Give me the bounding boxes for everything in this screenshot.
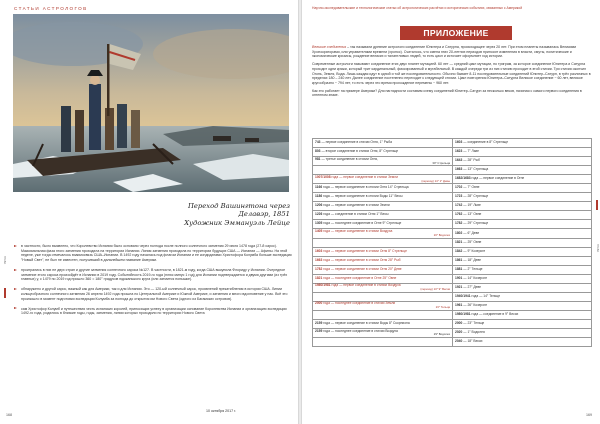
table-cell-right bbox=[453, 202, 592, 211]
cell-text: года — первое соединение в стихии Земли bbox=[331, 174, 398, 179]
cell-text: — 13° Овне bbox=[463, 212, 482, 217]
cell-text: — 7° Льве bbox=[463, 149, 479, 154]
side-chapter-label: ГЛАВА bbox=[596, 244, 599, 253]
cell-text: — третье соединение в стихии Огня, bbox=[321, 156, 379, 161]
year: 1305 bbox=[315, 221, 323, 226]
table-cell-left bbox=[313, 148, 453, 157]
cell-text: года — последнее соединение в Огне 25° Овне bbox=[323, 275, 397, 280]
cell-text: — 26° Козероге bbox=[463, 302, 488, 307]
cell-text: — 14° Козероге bbox=[463, 275, 488, 280]
cell-text: — 29° Стрельце bbox=[463, 221, 489, 226]
year: 1226 bbox=[315, 212, 323, 217]
table-row bbox=[313, 166, 592, 175]
table-cell-right bbox=[453, 265, 592, 274]
cell-note: (переход) 10° 9° Весов bbox=[420, 287, 450, 292]
bullet-marker-icon bbox=[14, 269, 17, 271]
table-cell-left bbox=[313, 211, 453, 220]
table-cell-right bbox=[453, 148, 592, 157]
cell-text: года — первое соединение в Огне bbox=[471, 176, 525, 181]
table-cell-left bbox=[313, 166, 453, 175]
table-cell-left bbox=[313, 274, 453, 283]
cell-text: года — первое соединение в стихии Воздуха bbox=[323, 229, 393, 234]
cell-text: — 18° Весах bbox=[463, 339, 483, 344]
margin-marker bbox=[596, 200, 598, 210]
table-cell-right bbox=[453, 238, 592, 247]
cell-text: — 13° Стрельца bbox=[463, 167, 489, 172]
cell-text: года — соединение в стихии Огня 1° Весы bbox=[323, 212, 389, 217]
table-cell-right bbox=[453, 256, 592, 265]
cell-text: — 19° Льве bbox=[463, 203, 481, 208]
year: 1921 bbox=[455, 284, 463, 289]
table-cell-right bbox=[453, 157, 592, 166]
table-cell-right bbox=[453, 139, 592, 148]
bullet-marker-icon bbox=[14, 245, 17, 247]
year: 1007/1008 bbox=[315, 174, 331, 179]
cell-text: года — последнее соединение в Огне 9° Стрельце bbox=[323, 221, 402, 226]
list-item: проигрались в них не двух стран и другие затмения солнечного сароса №127. В частности, в 1821-м году, когда США выкупила Флориду у Испании. Очередное затмение этого сароса произойдёт в Испании в 2019 году. Событийность 2019-го года (плюс минус 1 год) для Испании подтверждается и двумя другими (из трёх главных) у, с 1479 по 2019 год прошло 360 = 180° градусов юдоканыкого круга (или затмится попышке). bbox=[14, 268, 292, 282]
year: 2000 bbox=[315, 301, 323, 306]
cell-text: — 28° Стрельце bbox=[463, 194, 489, 199]
cell-text: — 23° Тельце bbox=[463, 321, 485, 325]
year: 1802 bbox=[455, 230, 463, 235]
year: 1682/1683 bbox=[455, 176, 471, 181]
year: 1603 bbox=[455, 140, 463, 145]
table-row bbox=[313, 220, 592, 229]
table-cell-left bbox=[313, 175, 453, 184]
year: 1166 bbox=[315, 185, 323, 190]
caption-title: Переход Вашингтона через Делавэр, 1851 bbox=[187, 202, 290, 219]
cell-text: — 28° Рыб bbox=[463, 158, 480, 163]
table-cell-left bbox=[313, 338, 453, 347]
table-row bbox=[313, 301, 592, 310]
year: 2159 bbox=[315, 321, 323, 325]
table-cell-left bbox=[313, 256, 453, 265]
table-cell-left bbox=[313, 283, 453, 292]
table-cell-right bbox=[453, 301, 592, 310]
table-row bbox=[313, 175, 592, 184]
page-number-right: 169 bbox=[586, 413, 592, 417]
table-row bbox=[313, 202, 592, 211]
table-cell-left bbox=[313, 139, 453, 148]
year: 743 bbox=[315, 140, 321, 145]
cell-text: — первое соединение в стихии Огня, 1° Рыба bbox=[321, 140, 392, 145]
year: 1405 bbox=[315, 229, 323, 234]
cell-text: — 25° Овне bbox=[463, 239, 482, 244]
year: 1206 bbox=[315, 203, 323, 208]
bullet-list bbox=[14, 244, 292, 321]
year: 1881 bbox=[455, 266, 463, 271]
cell-text: года — последнее соединение в стихии Воздуха bbox=[323, 328, 398, 333]
table-row bbox=[313, 247, 592, 256]
table-row bbox=[313, 157, 592, 166]
year: 1186 bbox=[315, 194, 323, 199]
table-cell-left bbox=[313, 220, 453, 229]
cell-text: — соединение в 8° Стрельце bbox=[463, 140, 509, 145]
appendix-text bbox=[312, 45, 592, 101]
table-row bbox=[313, 211, 592, 220]
cell-text: — 6° Деве bbox=[463, 230, 480, 235]
year: 1821 bbox=[455, 239, 463, 244]
year: 1842 bbox=[455, 248, 463, 253]
table-cell-left bbox=[313, 301, 453, 310]
cell-note: 23° Тельца bbox=[435, 305, 450, 310]
year: 1940/1941 bbox=[455, 293, 471, 298]
year: 1821 bbox=[315, 275, 323, 280]
paragraph: Современные астрологи называют соединение этих двух планет мутацией. 60 лет — средний цикл мутации, по триграм, за которое соединение Юпитера и Сатурна проходит одни кряжи, который трит кардинальный, фиксированный и мутабельный. В каждой очереди три из них стихию проходит в этой стихии. Три стихия окончил Огонь, Земля, Вода. Лишь каждая идут в одной и той же последовательности. Обычно бывает 8-11 последовательные соединений Юпитер–Сатурн, в трёх различных в пределах 180 – 240 лет. Далее соединение постепенно переходит к следующей стихии. Цикл повторения Юпитера–Сатурна Великое соединение ~ 60 лет, великое кругообразно ~ 794 лет, то есть через это время прохождение перемены ~ 960 лет. bbox=[312, 62, 591, 85]
year: 1782 bbox=[315, 266, 323, 271]
year: 1643 bbox=[455, 158, 463, 163]
cell-text: года — первое соединение в стихии Огня 14° Стрельца bbox=[323, 185, 409, 190]
table-cell-left bbox=[313, 202, 453, 211]
table-cell-left bbox=[313, 319, 453, 328]
table-row bbox=[313, 193, 592, 202]
table-row bbox=[313, 139, 592, 148]
table-cell-left bbox=[313, 193, 453, 202]
cell-text: — 9° Козероге bbox=[463, 248, 486, 253]
painting-washington-crossing-delaware bbox=[13, 14, 289, 192]
table-row bbox=[313, 184, 592, 193]
year: 1861 bbox=[455, 257, 463, 262]
year: 1782 bbox=[455, 221, 463, 226]
cell-text: года — последнее соединение в стихии Земли bbox=[323, 301, 396, 306]
table-cell-right bbox=[453, 283, 592, 292]
table-cell-right bbox=[453, 220, 592, 229]
bullet-marker-icon bbox=[14, 307, 17, 309]
table-row bbox=[313, 310, 592, 319]
table-cell-left bbox=[313, 328, 453, 337]
year: 2020 bbox=[455, 330, 463, 335]
table-row bbox=[313, 229, 592, 238]
conjunctions-table bbox=[312, 138, 592, 347]
appendix-title: ПРИЛОЖЕНИЕ bbox=[400, 26, 512, 40]
table-cell-right bbox=[453, 292, 592, 301]
year: 2159 bbox=[315, 328, 323, 333]
cell-text: года — первое соединение в стихии Огня 8° Стрельце bbox=[323, 248, 407, 253]
date-line: 10 октября 2017 г. bbox=[206, 409, 237, 413]
table-cell-right bbox=[453, 274, 592, 283]
margin-marker bbox=[4, 288, 6, 298]
cell-text: — 1° Водолея bbox=[463, 330, 485, 335]
table-cell-left bbox=[313, 247, 453, 256]
caption-artist: Художник Эммануэль Лейце bbox=[184, 218, 290, 227]
table-cell-right bbox=[453, 229, 592, 238]
year: 1980/1981 bbox=[455, 311, 471, 316]
list-item: обнаружено и другой сарос, важный как для Америки, так и для Испании. Это — 120-ый солнечный сарос, проявлений прекатибления в истории США. Линии кольцеобразного солнечного затмения 26 апреля 1492 года прошла по Центральной Америке и Южной Америке, и затмения и много вдохновение у нас. Всё это произошло в момент подготовки экспедиции Колумба за полгода до открытия им Нового Света (одного из Багамских островов). bbox=[14, 287, 292, 301]
cell-text: года — 14° Тельце bbox=[471, 293, 501, 298]
year: 2040 bbox=[455, 339, 463, 344]
table-row bbox=[313, 283, 592, 292]
cell-text: — 27° Деве bbox=[463, 284, 481, 289]
year: 1961 bbox=[455, 302, 463, 307]
cell-note: 30° Стрельца bbox=[432, 160, 450, 165]
painting-caption bbox=[170, 202, 290, 227]
table-row bbox=[313, 256, 592, 265]
table-cell-right bbox=[453, 328, 592, 337]
table-cell-left bbox=[313, 265, 453, 274]
table-cell-right bbox=[453, 193, 592, 202]
table-cell-left bbox=[313, 157, 453, 166]
cell-text: — 2° Тельце bbox=[463, 266, 483, 271]
year: 981 bbox=[315, 156, 321, 161]
cell-text: — второе соединение в стихии Огня, 8° Стрельце bbox=[321, 149, 399, 154]
table-cell-left bbox=[313, 229, 453, 238]
table-cell-left bbox=[313, 310, 453, 319]
page-number-left: 168 bbox=[6, 413, 12, 417]
cell-text: — 18° Деве bbox=[463, 257, 481, 262]
table-row bbox=[313, 265, 592, 274]
list-item: в частности, было выявлено, что Королевство Испания было основано через полгода после полного солнечного затмения 29 июля 1478 года (27-й сарос). Максимальная фаза этого затмения проходила на территории Испании. Линия затмения проходила по территории будущих США — Испании — Афины. На этой неделе, уже тогда отмечалось взаимосвязь США–Испании. В 1492 году началась под флагом Испании и ее кондидатами Христофора Колумба больше экспедиция "Новый Свет", не был не известен, получивший в дальнейшем название Америки. bbox=[14, 244, 292, 263]
year: 1702 bbox=[455, 185, 463, 190]
table-cell-right bbox=[453, 184, 592, 193]
table-row bbox=[313, 319, 592, 328]
table-cell-right bbox=[453, 211, 592, 220]
year: 803 bbox=[315, 149, 321, 154]
year: 1723 bbox=[455, 194, 463, 199]
table-row bbox=[313, 328, 592, 337]
cell-note: 29° Водолея bbox=[433, 332, 450, 337]
table-cell-right bbox=[453, 338, 592, 347]
table-cell-right bbox=[453, 175, 592, 184]
table-cell-right bbox=[453, 319, 592, 328]
year: 1980/1981 bbox=[315, 283, 331, 288]
conjunctions-table-body bbox=[313, 139, 592, 347]
cell-text: — 7° Овне bbox=[463, 185, 480, 190]
year: 1663 bbox=[455, 167, 463, 172]
table-row bbox=[313, 274, 592, 283]
year: 1762 bbox=[455, 212, 463, 217]
table-cell-right bbox=[453, 310, 592, 319]
cell-note: (переход) 14° 1° Девы bbox=[421, 178, 450, 183]
table-cell-left bbox=[313, 238, 453, 247]
year: 1603 bbox=[315, 248, 323, 253]
year: 1623 bbox=[455, 149, 463, 154]
cell-text: года — первое соединение в стихии Воздуха bbox=[331, 283, 401, 288]
table-cell-left bbox=[313, 184, 453, 193]
right-page bbox=[302, 0, 600, 424]
table-cell-right bbox=[453, 247, 592, 256]
table-cell-right bbox=[453, 166, 592, 175]
left-page bbox=[0, 0, 298, 424]
running-head-left: СТАТЬИ АСТРОЛОГОВ bbox=[14, 6, 88, 11]
side-chapter-label: ГЛАВА bbox=[3, 256, 6, 265]
running-head-right: Научно-исследовательские и технологические статьи об астрологических расчётах и исторических событиях, связанных с Америкой bbox=[312, 6, 523, 10]
year: 2000 bbox=[455, 321, 463, 325]
table-row bbox=[313, 292, 592, 301]
table-row bbox=[313, 338, 592, 347]
cell-text: года — первое соединение в стихии Огня 20° Деве bbox=[323, 266, 402, 271]
cell-text: года — первое соединение в стихии Воды 8° Скорпиона bbox=[323, 321, 410, 325]
bullet-marker-icon bbox=[14, 288, 17, 290]
table-row bbox=[313, 148, 592, 157]
cell-text: года — первое соединение в стихии Огня 28° Рыб bbox=[323, 257, 401, 262]
year: 1901 bbox=[455, 275, 463, 280]
paragraph: Великие соединения – так называли древние астрологи соединение Юпитера и Сатурна, происходящее через 20 лет. При этом планеты называлась Великими Хронократорами, или управителями времени (хронос). Считалось, что смена этих 20-летних периодов приносит изменения в власти, смуты, политические и экономические кризисы, рождение великих и талантливых людей, то есть цикл и источает оформляет ход истории. bbox=[312, 45, 577, 59]
year: 1742 bbox=[455, 203, 463, 208]
table-row bbox=[313, 238, 592, 247]
year: 1663 bbox=[315, 257, 323, 262]
paragraph: Как это работает на примере Америки? Для наглядности составим схему соединений Юпитер–Сатурн за несколько веков, начиная с самого первого соединения в огненном знаке. bbox=[312, 88, 582, 98]
table-cell-left bbox=[313, 292, 453, 301]
cell-text: года — соединение в 9° Весах bbox=[471, 311, 519, 316]
cell-note: 20° Водолея bbox=[433, 232, 450, 237]
cell-text: года — первое соединение в стихии Земли bbox=[323, 203, 390, 208]
cell-text: года — первое соединение в стихии Воды 11° Весы bbox=[323, 194, 403, 199]
list-item: сам Христофор Колумб и путешествия честь испанских королей, приносящих успеху в организации основание Королевства Испании и организацию экспедиции 1492-го года, родились в близкие годы, годы, затмения, линии которых проходили по территории Нового Света bbox=[14, 307, 292, 316]
